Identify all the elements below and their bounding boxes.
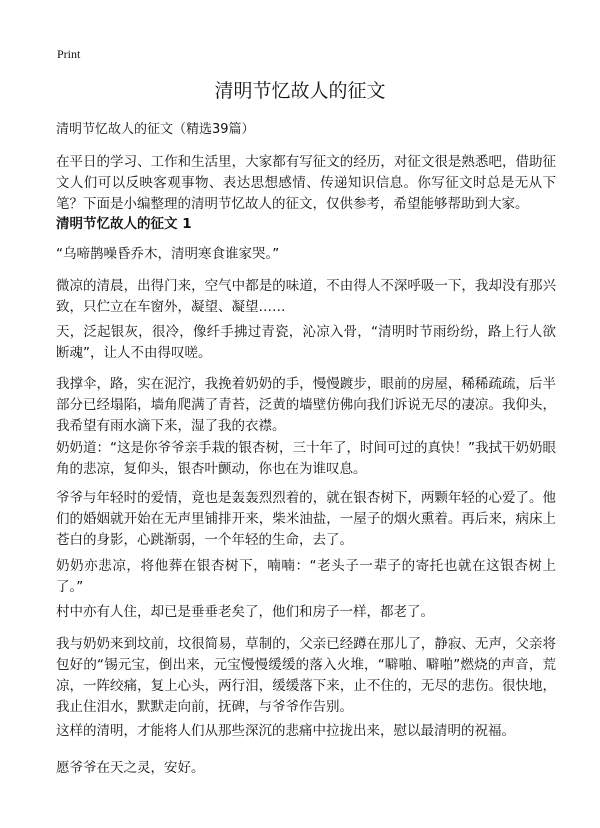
paragraph-9: 我与奶奶来到坟前，坟很简易，草制的，父亲已经蹲在那儿了，静寂、无声，父亲将包好的“锡元宝，倒出来，元宝慢慢缓缓的落入火堆，“噼啪、噼啪”燃烧的声音，荒凉，一阵绞痛，复上心头，两行泪，缓缓落下来，止不住的，无尽的悲伤。很快地，我止住泪水，默默走向前，抚碑，与爷爷作告别。 bbox=[56, 636, 556, 715]
paragraph-10: 这样的清明，才能将人们从那些深沉的悲痛中拉拢出来，慰以最清明的祝福。 bbox=[56, 723, 515, 739]
paragraph-2: 微凉的清晨，出得门来，空气中都是的味道，不由得人不深呼吸一下，我却没有那兴致，只伫立在车窗外，凝望、凝望…… bbox=[56, 278, 556, 315]
paragraph-6: 爷爷与年轻时的爱情，竟也是轰轰烈烈着的，就在银杏树下，两颗年轻的心爱了。他们的婚姻就开始在无声里铺排开来，柴米油盐，一屋子的烟火熏着。再后来，病床上苍白的身影，心跳渐弱，一个年轻的生命，去了。 bbox=[56, 490, 556, 548]
paragraph-3: 天，泛起银灰，很冷，像纤手拂过青瓷，沁凉入骨，“清明时节雨纷纷，路上行人欲断魂”，让人不由得叹嗟。 bbox=[56, 324, 556, 361]
print-label[interactable]: Print bbox=[57, 47, 81, 61]
paragraph-11: 愿爷爷在天之灵，安好。 bbox=[56, 760, 205, 776]
paragraph-8: 村中亦有人住，却已是垂垂老矣了，他们和房子一样，都老了。 bbox=[56, 604, 434, 620]
intro-paragraph: 在平日的学习、工作和生活里，大家都有写征文的经历，对征文很是熟悉吧，借助征文人们可以反映客观事物、表达思想感情、传递知识信息。你写征文时总是无从下笔？下面是小编整理的清明节忆故人的征文，仅供参考，希望能够帮助到大家。 bbox=[56, 154, 556, 212]
paragraph-5: 奶奶道：“这是你爷爷亲手栽的银杏树，三十年了，时间可过的真快！”我拭干奶奶眼角的悲凉，复仰头，银杏叶颤动，你也在为谁叹息。 bbox=[56, 440, 556, 477]
section-heading: 清明节忆故人的征文 1 bbox=[56, 216, 192, 232]
paragraph-7: 奶奶亦悲凉，将他葬在银杏树下，喃喃：“老头子一辈子的寄托也就在这银杏树上了。” bbox=[56, 558, 556, 595]
page-title: 清明节忆故人的征文 bbox=[214, 80, 386, 102]
document-subtitle: 清明节忆故人的征文（精选39篇） bbox=[56, 122, 255, 137]
paragraph-1: “乌啼鹊噪昏乔木，清明寒食谁家哭。” bbox=[56, 246, 280, 262]
paragraph-4: 我撑伞，路，实在泥泞，我挽着奶奶的手，慢慢踱步，眼前的房屋，稀稀疏疏，后半部分已经塌陷，墙角爬满了青苔，泛黄的墙壁仿佛向我们诉说无尽的凄凉。我仰头，我希望有雨水滴下来，湿了我的衣襟。 bbox=[56, 376, 556, 434]
